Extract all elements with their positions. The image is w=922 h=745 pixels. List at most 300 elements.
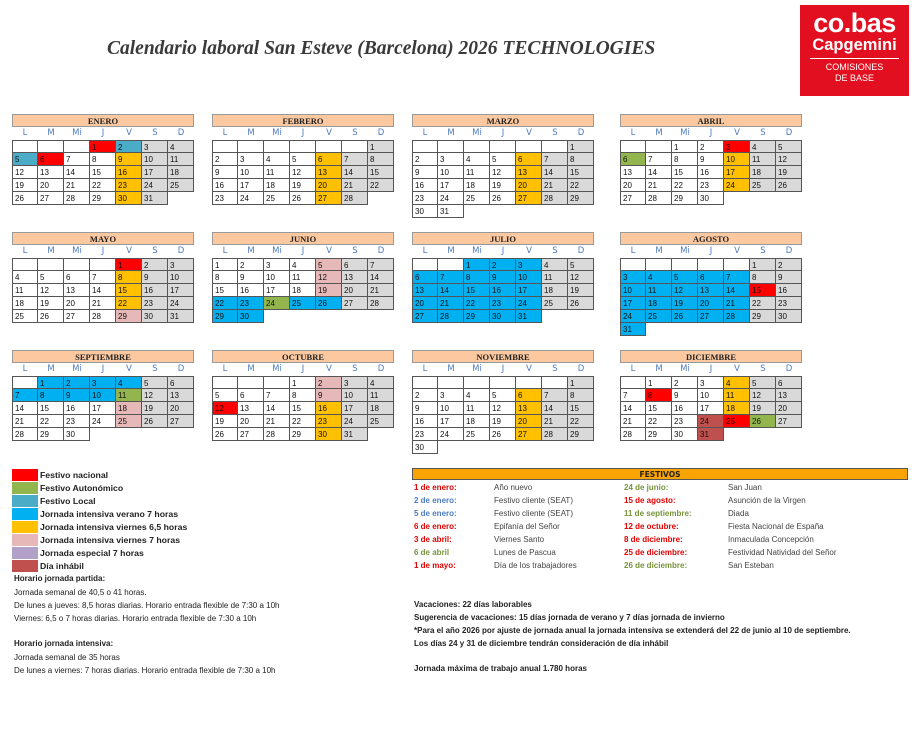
weekday-label: Mi [680,246,690,256]
day-cell: 3 [142,140,168,153]
day-cell: 5 [38,271,64,284]
day-cell: 26 [142,415,168,428]
day-cell: 23 [672,415,698,428]
legend-item [12,559,187,572]
day-cell: 19 [776,166,802,179]
day-cell: 7 [342,153,368,166]
vacaciones-note: Vacaciones: 22 días laborables [414,600,532,609]
empty-cell [316,310,342,323]
festivo-row [624,481,904,494]
page-title: Calendario laboral San Esteve (Barcelona) 2026 TECHNOLOGIES [107,38,656,59]
day-cell: 25 [724,415,750,428]
day-cell: 9 [412,166,438,179]
day-cell: 8 [368,153,394,166]
empty-cell [464,205,490,218]
day-cell: 16 [672,402,698,415]
cobas-logo [800,5,909,96]
weekday-label: S [760,364,766,374]
weekday-label: L [222,128,228,138]
weekday-label: S [552,246,558,256]
day-cell: 12 [212,402,238,415]
day-cell: 5 [568,258,594,271]
day-cell: 24 [168,297,194,310]
empty-cell [698,258,724,271]
empty-cell [776,323,802,336]
day-cell: 21 [620,415,646,428]
day-cell: 24 [238,192,264,205]
logo-divider [810,58,899,59]
day-cell: 15 [368,166,394,179]
day-cell: 31 [438,205,464,218]
day-cell: 8 [212,271,238,284]
day-cell: 30 [672,428,698,441]
weekday-label: J [709,128,713,138]
festivo-date: 2 de enero: [414,496,457,505]
day-cell: 20 [168,402,194,415]
day-cell: 17 [90,402,116,415]
day-cell: 3 [438,389,464,402]
day-cell: 11 [750,153,776,166]
day-cell: 29 [568,192,594,205]
month-title: NOVIEMBRE [412,350,594,363]
day-cell: 27 [516,428,542,441]
day-cell: 13 [698,284,724,297]
festivo-row [414,507,624,520]
legend-swatch [12,547,38,559]
day-cell: 29 [90,192,116,205]
day-cell: 23 [116,179,142,192]
logo-line2: Capgemini [812,36,897,54]
festivos-header: FESTIVOS [412,468,908,480]
festivo-name: Año nuevo [494,483,533,492]
weekday-label: M [447,246,455,256]
day-cell: 28 [90,310,116,323]
day-cell: 9 [142,271,168,284]
day-cell: 6 [516,153,542,166]
day-cell: 25 [264,192,290,205]
weekday-label: Mi [472,364,482,374]
weekday-label: V [526,246,532,256]
day-cell: 11 [542,271,568,284]
festivo-date: 12 de octubre: [624,522,679,531]
festivo-name: Inmaculada Concepción [728,535,814,544]
day-cell: 21 [90,297,116,310]
day-cell: 10 [724,153,750,166]
day-cell: 27 [316,192,342,205]
day-cell: 9 [238,271,264,284]
day-cell: 14 [646,166,672,179]
day-cell: 27 [516,192,542,205]
day-cell: 25 [646,310,672,323]
day-cell: 18 [464,415,490,428]
empty-cell [776,192,802,205]
day-cell: 11 [368,389,394,402]
legend-swatch [12,560,38,572]
day-cell: 13 [620,166,646,179]
empty-cell [542,310,568,323]
day-cell: 29 [750,310,776,323]
day-cell: 16 [238,284,264,297]
day-cell: 28 [264,428,290,441]
day-cell: 8 [568,389,594,402]
day-cell: 20 [38,179,64,192]
day-cell: 21 [724,297,750,310]
weekday-label: M [47,364,55,374]
day-cell: 4 [646,271,672,284]
weekday-label: L [22,128,28,138]
festivo-row [624,533,904,546]
weekday-label: S [152,246,158,256]
day-cell: 19 [12,179,38,192]
color-legend [12,468,187,572]
day-cell: 15 [116,284,142,297]
festivo-name: San Esteban [728,561,774,570]
weekday-label: L [630,128,636,138]
empty-cell [776,428,802,441]
month-febrero [212,114,394,205]
empty-cell [238,376,264,389]
day-cell: 6 [342,258,368,271]
day-cell: 24 [264,297,290,310]
weekday-label: L [422,364,428,374]
day-cell: 26 [290,192,316,205]
weekday-label: J [501,364,505,374]
day-cell: 10 [264,271,290,284]
day-cell: 3 [264,258,290,271]
day-cell: 2 [212,153,238,166]
horario-partida-l1: Jornada semanal de 40,5 o 41 horas. [14,588,147,597]
day-cell: 13 [238,402,264,415]
weekday-label: J [301,364,305,374]
festivo-date: 11 de septiembre: [624,509,692,518]
weekday-label: D [785,364,793,374]
legend-item [12,494,187,507]
day-cell: 23 [412,428,438,441]
empty-cell [212,376,238,389]
empty-cell [342,310,368,323]
empty-cell [290,140,316,153]
day-cell: 14 [724,284,750,297]
day-cell: 11 [264,166,290,179]
day-cell: 11 [646,284,672,297]
day-cell: 23 [142,297,168,310]
day-cell: 1 [212,258,238,271]
empty-cell [212,140,238,153]
day-cell: 4 [724,376,750,389]
day-cell: 30 [412,205,438,218]
weekday-label: M [247,246,255,256]
day-cell: 3 [620,271,646,284]
day-cell: 27 [238,428,264,441]
day-cell: 21 [542,179,568,192]
festivo-name: Fiesta Nacional de España [728,522,824,531]
weekday-label: M [655,246,663,256]
empty-cell [672,323,698,336]
day-cell: 6 [38,153,64,166]
day-cell: 24 [342,415,368,428]
empty-cell [516,140,542,153]
horario-partida-title: Horario jornada partida: [14,574,106,583]
legend-label: Festivo Local [40,495,96,506]
day-cell: 4 [464,153,490,166]
day-cell: 15 [672,166,698,179]
empty-cell [438,258,464,271]
day-cell: 6 [698,271,724,284]
day-cell: 9 [64,389,90,402]
empty-cell [12,376,38,389]
day-cell: 13 [516,402,542,415]
empty-cell [342,140,368,153]
weekday-label: D [177,364,185,374]
festivos-right-column [624,481,904,572]
day-cell: 19 [142,402,168,415]
day-cell: 10 [238,166,264,179]
day-cell: 30 [238,310,264,323]
festivo-name: Día de los trabajadores [494,561,577,570]
legend-item [12,533,187,546]
day-cell: 19 [490,179,516,192]
day-cell: 7 [64,153,90,166]
day-cell: 17 [342,402,368,415]
day-cell: 8 [568,153,594,166]
month-title: SEPTIEMBRE [12,350,194,363]
weekday-label: Mi [72,246,82,256]
jornada-maxima-note: Jornada máxima de trabajo anual 1.780 horas [414,664,587,673]
day-cell: 13 [342,271,368,284]
day-cell: 14 [264,402,290,415]
day-cell: 1 [750,258,776,271]
day-cell: 19 [568,284,594,297]
day-cell: 1 [464,258,490,271]
horario-intensiva-title: Horario jornada intensiva: [14,639,114,648]
day-cell: 8 [38,389,64,402]
month-marzo [412,114,594,218]
day-cell: 3 [238,153,264,166]
empty-cell [542,140,568,153]
day-cell: 4 [12,271,38,284]
day-cell: 23 [776,297,802,310]
day-cell: 1 [290,376,316,389]
day-cell: 27 [412,310,438,323]
day-cell: 31 [516,310,542,323]
weekday-label: Mi [472,246,482,256]
month-title: ABRIL [620,114,802,127]
day-cell: 27 [620,192,646,205]
legend-swatch [12,495,38,507]
day-cell: 12 [38,284,64,297]
day-cell: 19 [290,179,316,192]
weekday-label: V [126,246,132,256]
festivo-date: 26 de diciembre: [624,561,688,570]
day-cell: 30 [116,192,142,205]
empty-cell [698,323,724,336]
day-cell: 27 [776,415,802,428]
day-cell: 1 [116,258,142,271]
day-cell: 8 [750,271,776,284]
festivo-row [624,559,904,572]
day-cell: 13 [38,166,64,179]
day-cell: 8 [90,153,116,166]
weekday-label: D [577,246,585,256]
day-cell: 16 [698,166,724,179]
day-cell: 26 [316,297,342,310]
day-cell: 19 [212,415,238,428]
empty-cell [750,192,776,205]
empty-cell [568,310,594,323]
festivo-date: 1 de mayo: [414,561,456,570]
empty-cell [464,376,490,389]
day-cell: 22 [212,297,238,310]
day-cell: 12 [490,166,516,179]
day-cell: 5 [672,271,698,284]
day-cell: 17 [516,284,542,297]
day-cell: 17 [438,179,464,192]
day-cell: 14 [620,402,646,415]
day-cell: 28 [724,310,750,323]
weekday-label: S [760,246,766,256]
festivo-date: 24 de junio: [624,483,669,492]
day-cell: 17 [620,297,646,310]
month-title: AGOSTO [620,232,802,245]
day-cell: 23 [64,415,90,428]
festivo-row [624,507,904,520]
day-cell: 16 [490,284,516,297]
day-cell: 7 [724,271,750,284]
day-cell: 18 [542,284,568,297]
day-cell: 21 [368,284,394,297]
empty-cell [412,376,438,389]
day-cell: 14 [342,166,368,179]
weekday-label: J [101,128,105,138]
weekday-label: L [422,246,428,256]
weekday-label: L [22,246,28,256]
day-cell: 12 [142,389,168,402]
day-cell: 5 [142,376,168,389]
weekday-label: S [152,128,158,138]
empty-cell [750,428,776,441]
day-cell: 11 [116,389,142,402]
logo-line3a: COMISIONES [825,62,884,72]
day-cell: 6 [776,376,802,389]
day-cell: 30 [316,428,342,441]
weekday-label: L [22,364,28,374]
empty-cell [368,428,394,441]
empty-cell [90,428,116,441]
festivo-name: Viernes Santo [494,535,545,544]
day-cell: 25 [368,415,394,428]
legend-label: Jornada intensiva verano 7 horas [40,508,179,519]
weekday-label: S [152,364,158,374]
weekday-label: D [377,128,385,138]
day-cell: 16 [64,402,90,415]
day-cell: 2 [490,258,516,271]
empty-cell [316,140,342,153]
day-cell: 7 [90,271,116,284]
day-cell: 2 [64,376,90,389]
weekday-label: D [785,246,793,256]
day-cell: 9 [490,271,516,284]
month-diciembre [620,350,802,441]
empty-cell [516,376,542,389]
logo-line1: co.bas [813,8,896,38]
day-cell: 18 [646,297,672,310]
day-cell: 13 [316,166,342,179]
day-cell: 31 [142,192,168,205]
festivo-row [414,520,624,533]
day-cell: 31 [698,428,724,441]
day-cell: 9 [672,389,698,402]
horario-partida-l2: De lunes a jueves: 8,5 horas diarias. Horario entrada flexible de 7:30 a 10h [14,601,280,610]
day-cell: 13 [168,389,194,402]
day-cell: 16 [412,415,438,428]
day-cell: 22 [38,415,64,428]
legend-swatch [12,508,38,520]
weekday-label: V [734,246,740,256]
day-cell: 18 [264,179,290,192]
weekday-label: D [377,246,385,256]
day-cell: 16 [212,179,238,192]
day-cell: 16 [316,402,342,415]
weekday-label: V [526,128,532,138]
empty-cell [724,192,750,205]
day-cell: 14 [64,166,90,179]
day-cell: 12 [12,166,38,179]
empty-cell [38,140,64,153]
day-cell: 17 [438,415,464,428]
festivo-date: 8 de diciembre: [624,535,683,544]
legend-item [12,546,187,559]
day-cell: 22 [568,179,594,192]
day-cell: 24 [438,428,464,441]
festivo-row [624,546,904,559]
day-cell: 18 [168,166,194,179]
day-cell: 29 [116,310,142,323]
day-cell: 22 [290,415,316,428]
day-cell: 5 [290,153,316,166]
day-cell: 4 [464,389,490,402]
empty-cell [238,140,264,153]
day-cell: 31 [168,310,194,323]
day-cell: 1 [568,376,594,389]
weekday-label: V [126,364,132,374]
day-cell: 15 [568,402,594,415]
month-junio [212,232,394,323]
day-cell: 12 [776,153,802,166]
day-cell: 15 [646,402,672,415]
day-cell: 25 [464,428,490,441]
day-cell: 15 [38,402,64,415]
day-cell: 8 [464,271,490,284]
day-cell: 10 [438,166,464,179]
day-cell: 20 [620,179,646,192]
empty-cell [264,376,290,389]
day-cell: 23 [316,415,342,428]
horario-intensiva-l2: De lunes a viernes: 7 horas diarias. Horario entrada flexible de 7:30 a 10h [14,666,276,675]
day-cell: 25 [750,179,776,192]
day-cell: 15 [568,166,594,179]
weekday-label: J [101,364,105,374]
day-cell: 23 [490,297,516,310]
weekday-label: J [709,246,713,256]
month-title: JUNIO [212,232,394,245]
legend-item [12,468,187,481]
day-cell: 10 [438,402,464,415]
legend-label: Jornada especial 7 horas [40,547,144,558]
day-cell: 27 [698,310,724,323]
day-cell: 7 [542,153,568,166]
day-cell: 29 [464,310,490,323]
empty-cell [438,376,464,389]
